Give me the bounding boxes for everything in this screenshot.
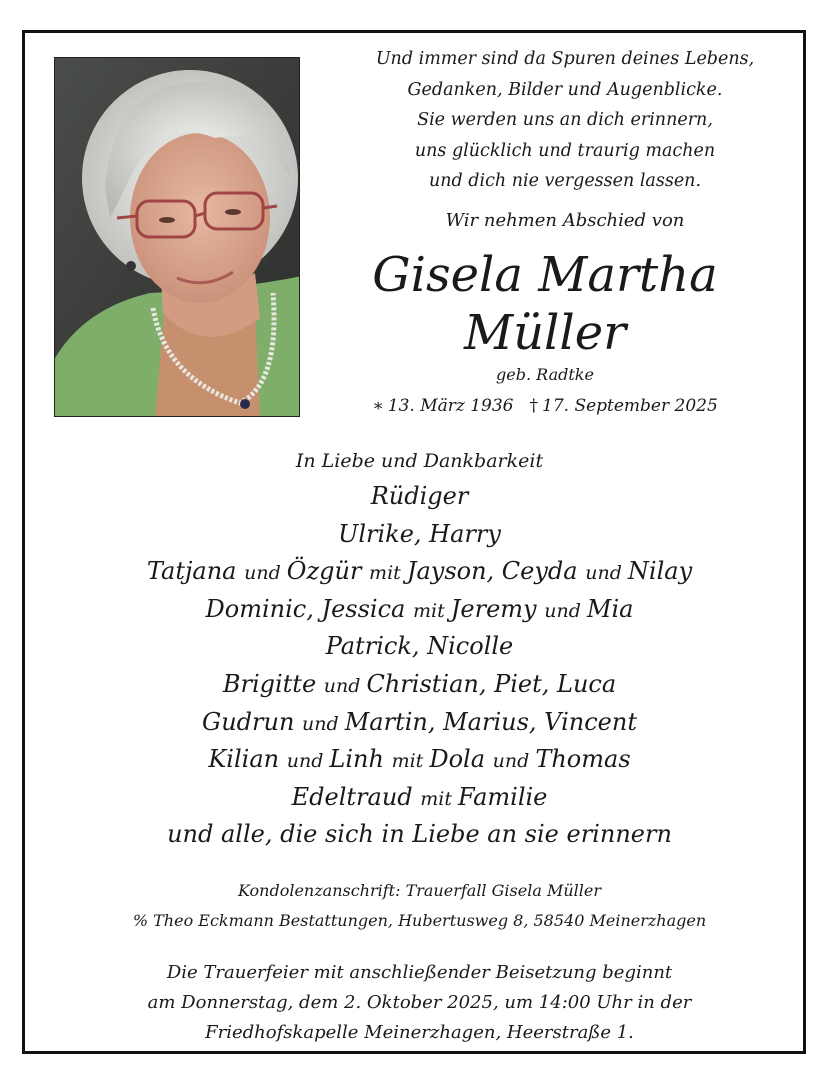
birth-star-icon: ∗: [372, 396, 384, 416]
name-first: Gisela Martha: [372, 247, 718, 303]
connector-word: und: [544, 599, 587, 622]
life-dates: [330, 396, 760, 416]
mourner-names: Brigitte: [222, 669, 324, 698]
mourner-row: [0, 553, 839, 591]
cross-icon: †: [529, 396, 538, 416]
mourner-row: [0, 666, 839, 704]
mourner-names: Martin, Marius, Vincent: [344, 707, 637, 736]
mourners-list: [0, 478, 839, 854]
service-line: Friedhofskapelle Meinerzhagen, Heerstraße 1.: [205, 1022, 634, 1043]
mourner-names: Rüdiger: [370, 482, 469, 510]
mourner-names: Dominic, Jessica: [205, 594, 413, 623]
mourner-row: [0, 704, 839, 742]
funeral-service-info: [0, 958, 839, 1048]
poem-line: Gedanken, Bilder und Augenblicke.: [407, 79, 723, 100]
mourner-row: [0, 741, 839, 779]
connector-word: mit: [391, 750, 430, 773]
connector-word: und: [302, 712, 345, 735]
connector-word: mit: [420, 787, 459, 810]
portrait-photo: [54, 57, 300, 417]
service-line: am Donnerstag, dem 2. Oktober 2025, um 14:00 Uhr in der: [147, 992, 692, 1013]
condolence-line: % Theo Eckmann Bestattungen, Hubertusweg 8, 58540 Meinerzhagen: [132, 911, 707, 930]
birth-name: geb. Radtke: [496, 365, 594, 384]
connector-word: und: [244, 562, 287, 585]
connector-word: mit: [369, 562, 407, 585]
mourner-names: Edeltraud: [291, 782, 421, 811]
service-line: Die Trauerfeier mit anschließender Beisetzung beginnt: [166, 962, 673, 983]
poem-line: uns glücklich und traurig machen: [414, 140, 716, 161]
poem-line: Und immer sind da Spuren deines Lebens,: [375, 49, 755, 69]
connector-word: und: [286, 750, 330, 773]
condolence-address: [0, 876, 839, 936]
mourner-names: Familie: [458, 782, 548, 811]
mourner-row: [0, 591, 839, 629]
mourner-names: Christian, Piet, Luca: [366, 669, 617, 698]
mourner-names: Linh: [329, 745, 392, 774]
mourner-names: Patrick, Nicolle: [325, 632, 514, 661]
mourner-names: Dola: [429, 745, 493, 774]
mourner-names: Özgür: [286, 557, 370, 586]
connector-word: und: [323, 674, 367, 697]
mourner-row: [0, 628, 839, 666]
mourner-row: [0, 779, 839, 817]
birth-date: 13. März 1936: [387, 396, 514, 416]
mourner-names: und alle, die sich in Liebe an sie erinnern: [167, 820, 672, 849]
mourner-names: Thomas: [535, 745, 631, 774]
name-last: Müller: [463, 305, 627, 361]
connector-word: mit: [412, 599, 451, 622]
poem-line: Sie werden uns an dich erinnern,: [417, 110, 713, 130]
gratitude-line: In Liebe und Dankbarkeit: [295, 450, 544, 472]
mourner-names: Gudrun: [202, 707, 303, 736]
condolence-line: Kondolenzanschrift: Trauerfall Gisela Müller: [238, 881, 601, 900]
deceased-name: [330, 246, 760, 362]
memorial-poem: [330, 44, 800, 197]
mourner-row: [0, 478, 839, 516]
death-date: 17. September 2025: [542, 396, 718, 416]
mourner-names: Mia: [586, 594, 634, 623]
connector-word: und: [585, 562, 628, 585]
mourner-row: [0, 816, 839, 854]
poem-line: und dich nie vergessen lassen.: [428, 171, 702, 191]
mourner-names: Jeremy: [450, 594, 545, 623]
mourner-names: Ulrike, Harry: [338, 519, 501, 548]
mourner-row: [0, 516, 839, 554]
mourner-names: Tatjana: [146, 557, 245, 586]
connector-word: und: [492, 750, 536, 773]
farewell-intro: Wir nehmen Abschied von: [445, 210, 685, 231]
mourner-names: Kilian: [208, 745, 287, 774]
mourner-names: Nilay: [627, 557, 693, 586]
mourner-names: Jayson, Ceyda: [406, 557, 586, 586]
